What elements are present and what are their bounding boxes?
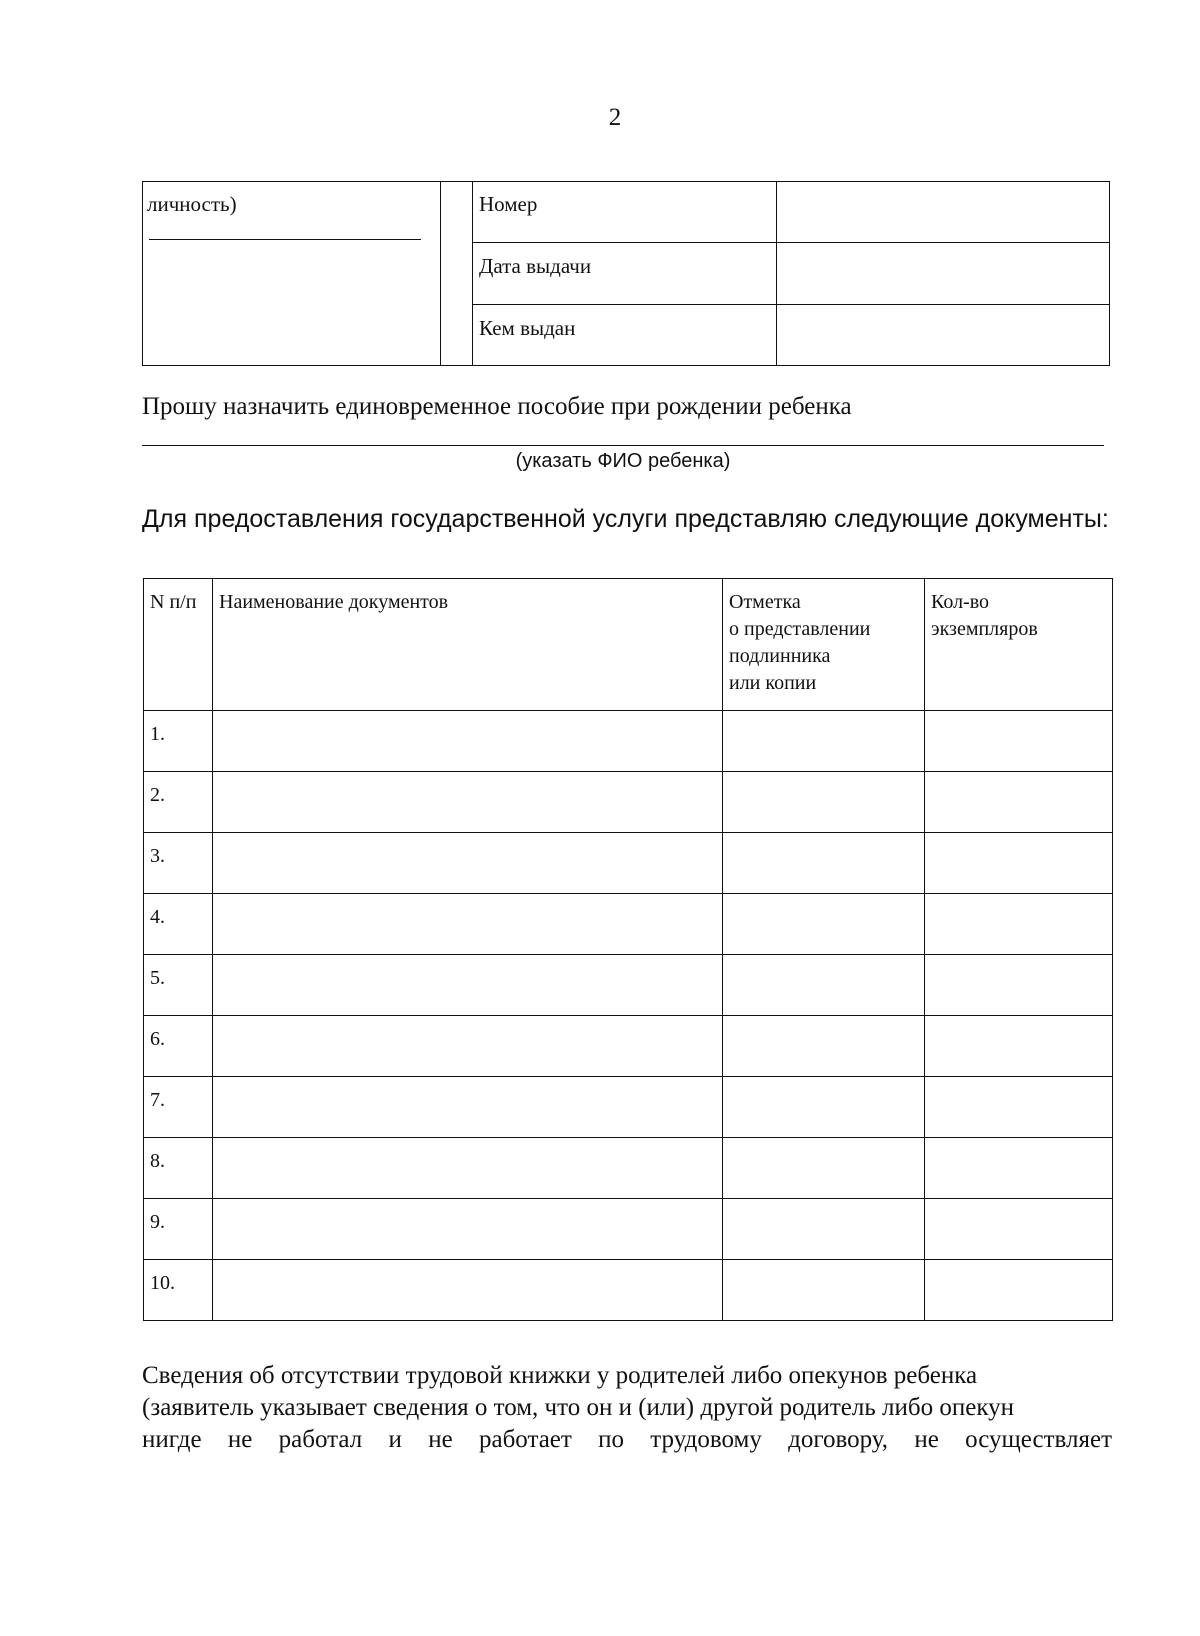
header-num: N п/п — [144, 579, 213, 711]
document-name-cell[interactable] — [213, 1077, 723, 1138]
original-copy-cell[interactable] — [723, 955, 925, 1016]
document-name-cell[interactable] — [213, 833, 723, 894]
table-row — [144, 1138, 1113, 1199]
paragraph-line: Сведения об отсутствии трудовой книжки у родителей либо опекунов ребенка — [142, 1362, 978, 1389]
table-row — [144, 1199, 1113, 1260]
child-name-hint: (указать ФИО ребенка) — [515, 450, 731, 472]
original-copy-cell[interactable] — [723, 833, 925, 894]
documents-intro: Для предоставления государственной услуги представляю следующие документы: — [142, 505, 1109, 533]
id-table-row-line — [472, 242, 1109, 243]
header-name: Наименование документов — [213, 579, 723, 711]
original-copy-cell[interactable] — [723, 711, 925, 772]
original-copy-cell[interactable] — [723, 1138, 925, 1199]
copies-count-cell[interactable] — [925, 1016, 1113, 1077]
document-name-cell[interactable] — [213, 1138, 723, 1199]
document-name-cell[interactable] — [213, 894, 723, 955]
row-number: 7. — [144, 1077, 213, 1138]
id-row-label-issue-date: Дата выдачи — [479, 254, 592, 278]
table-row — [144, 894, 1113, 955]
table-row — [144, 1260, 1113, 1321]
id-document-table — [142, 181, 1110, 366]
copies-count-cell[interactable] — [925, 772, 1113, 833]
employment-record-paragraph — [142, 1360, 1112, 1456]
header-mark-line: о представлении — [729, 618, 871, 640]
document-name-cell[interactable] — [213, 1016, 723, 1077]
header-mark-line: или копии — [729, 672, 817, 694]
row-number: 2. — [144, 772, 213, 833]
header-count — [925, 579, 1113, 711]
original-copy-cell[interactable] — [723, 894, 925, 955]
row-number: 3. — [144, 833, 213, 894]
document-name-cell[interactable] — [213, 1199, 723, 1260]
table-row — [144, 1077, 1113, 1138]
child-name-line[interactable] — [142, 445, 1104, 446]
table-row — [144, 955, 1113, 1016]
id-left-label: личность) — [147, 192, 237, 216]
row-number: 6. — [144, 1016, 213, 1077]
row-number: 9. — [144, 1199, 213, 1260]
id-table-divider — [776, 182, 777, 365]
id-table-divider — [440, 182, 441, 365]
document-name-cell[interactable] — [213, 711, 723, 772]
original-copy-cell[interactable] — [723, 1260, 925, 1321]
header-count-line: Кол-во — [931, 591, 990, 613]
id-row-label-number: Номер — [479, 192, 538, 216]
copies-count-cell[interactable] — [925, 1260, 1113, 1321]
copies-count-cell[interactable] — [925, 894, 1113, 955]
header-mark-line: подлинника — [729, 645, 831, 667]
original-copy-cell[interactable] — [723, 772, 925, 833]
id-row-label-issued-by: Кем выдан — [479, 316, 576, 340]
header-mark-line: Отметка — [729, 591, 801, 613]
documents-table — [143, 578, 1113, 1321]
table-row — [144, 772, 1113, 833]
documents-header-row — [144, 579, 1113, 711]
copies-count-cell[interactable] — [925, 1138, 1113, 1199]
row-number: 4. — [144, 894, 213, 955]
page-number: 2 — [608, 104, 622, 131]
row-number: 5. — [144, 955, 213, 1016]
id-table-divider — [472, 182, 473, 365]
document-name-cell[interactable] — [213, 955, 723, 1016]
header-count-line: экземпляров — [931, 618, 1038, 640]
table-row — [144, 833, 1113, 894]
document-name-cell[interactable] — [213, 1260, 723, 1321]
row-number: 1. — [144, 711, 213, 772]
copies-count-cell[interactable] — [925, 955, 1113, 1016]
copies-count-cell[interactable] — [925, 711, 1113, 772]
original-copy-cell[interactable] — [723, 1199, 925, 1260]
document-name-cell[interactable] — [213, 772, 723, 833]
id-left-underline — [149, 239, 421, 240]
paragraph-line: (заявитель указывает сведения о том, что он и (или) другой родитель либо опекун — [142, 1394, 1014, 1421]
id-table-row-line — [472, 304, 1109, 305]
row-number: 10. — [144, 1260, 213, 1321]
copies-count-cell[interactable] — [925, 1199, 1113, 1260]
original-copy-cell[interactable] — [723, 1077, 925, 1138]
table-row — [144, 711, 1113, 772]
header-mark — [723, 579, 925, 711]
paragraph-line: нигде не работал и не работает по трудовому договору, не осуществляет — [142, 1426, 1112, 1453]
request-text: Прошу назначить единовременное пособие при рождении ребенка — [142, 393, 852, 420]
original-copy-cell[interactable] — [723, 1016, 925, 1077]
row-number: 8. — [144, 1138, 213, 1199]
table-row — [144, 1016, 1113, 1077]
copies-count-cell[interactable] — [925, 833, 1113, 894]
copies-count-cell[interactable] — [925, 1077, 1113, 1138]
